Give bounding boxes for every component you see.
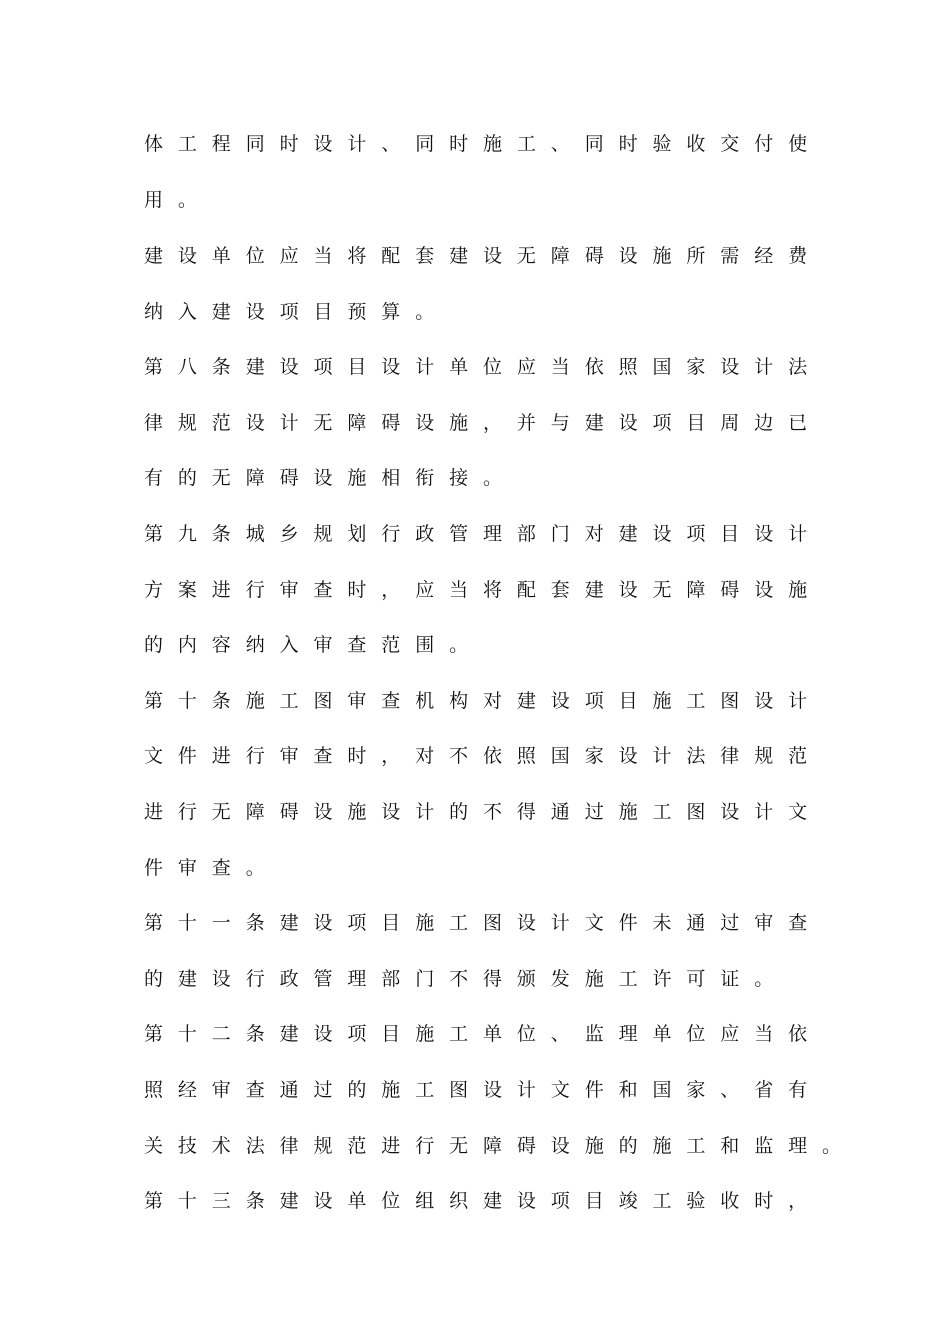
text-line: 建设单位应当将配套建设无障碍设施所需经费: [144, 245, 823, 267]
text-line: 第十二条建设项目施工单位、监理单位应当依: [144, 1023, 823, 1045]
text-line: 纳入建设项目预算。: [144, 301, 450, 323]
text-line: 件审查。: [144, 857, 280, 879]
text-line: 第十条施工图审查机构对建设项目施工图设计: [144, 690, 823, 712]
text-line: 第九条城乡规划行政管理部门对建设项目设计: [144, 523, 823, 545]
text-line: 的建设行政管理部门不得颁发施工许可证。: [144, 968, 789, 990]
text-line: 第八条建设项目设计单位应当依照国家设计法: [144, 356, 823, 378]
text-line: 有的无障碍设施相衔接。: [144, 467, 517, 489]
text-line: 第十一条建设项目施工图设计文件未通过审查: [144, 912, 823, 934]
text-line: 体工程同时设计、同时施工、同时验收交付使: [144, 133, 823, 155]
text-line: 关技术法律规范进行无障碍设施的施工和监理。: [144, 1135, 856, 1157]
text-line: 方案进行审查时，应当将配套建设无障碍设施: [144, 579, 823, 601]
text-line: 文件进行审查时，对不依照国家设计法律规范: [144, 745, 823, 767]
text-line: 的内容纳入审查范围。: [144, 634, 484, 656]
text-line: 用。: [144, 189, 212, 211]
text-line: 第十三条建设单位组织建设项目竣工验收时，: [144, 1190, 823, 1212]
text-line: 律规范设计无障碍设施，并与建设项目周边已: [144, 412, 823, 434]
text-line: 照经审查通过的施工图设计文件和国家、省有: [144, 1079, 823, 1101]
text-line: 进行无障碍设施设计的不得通过施工图设计文: [144, 801, 823, 823]
